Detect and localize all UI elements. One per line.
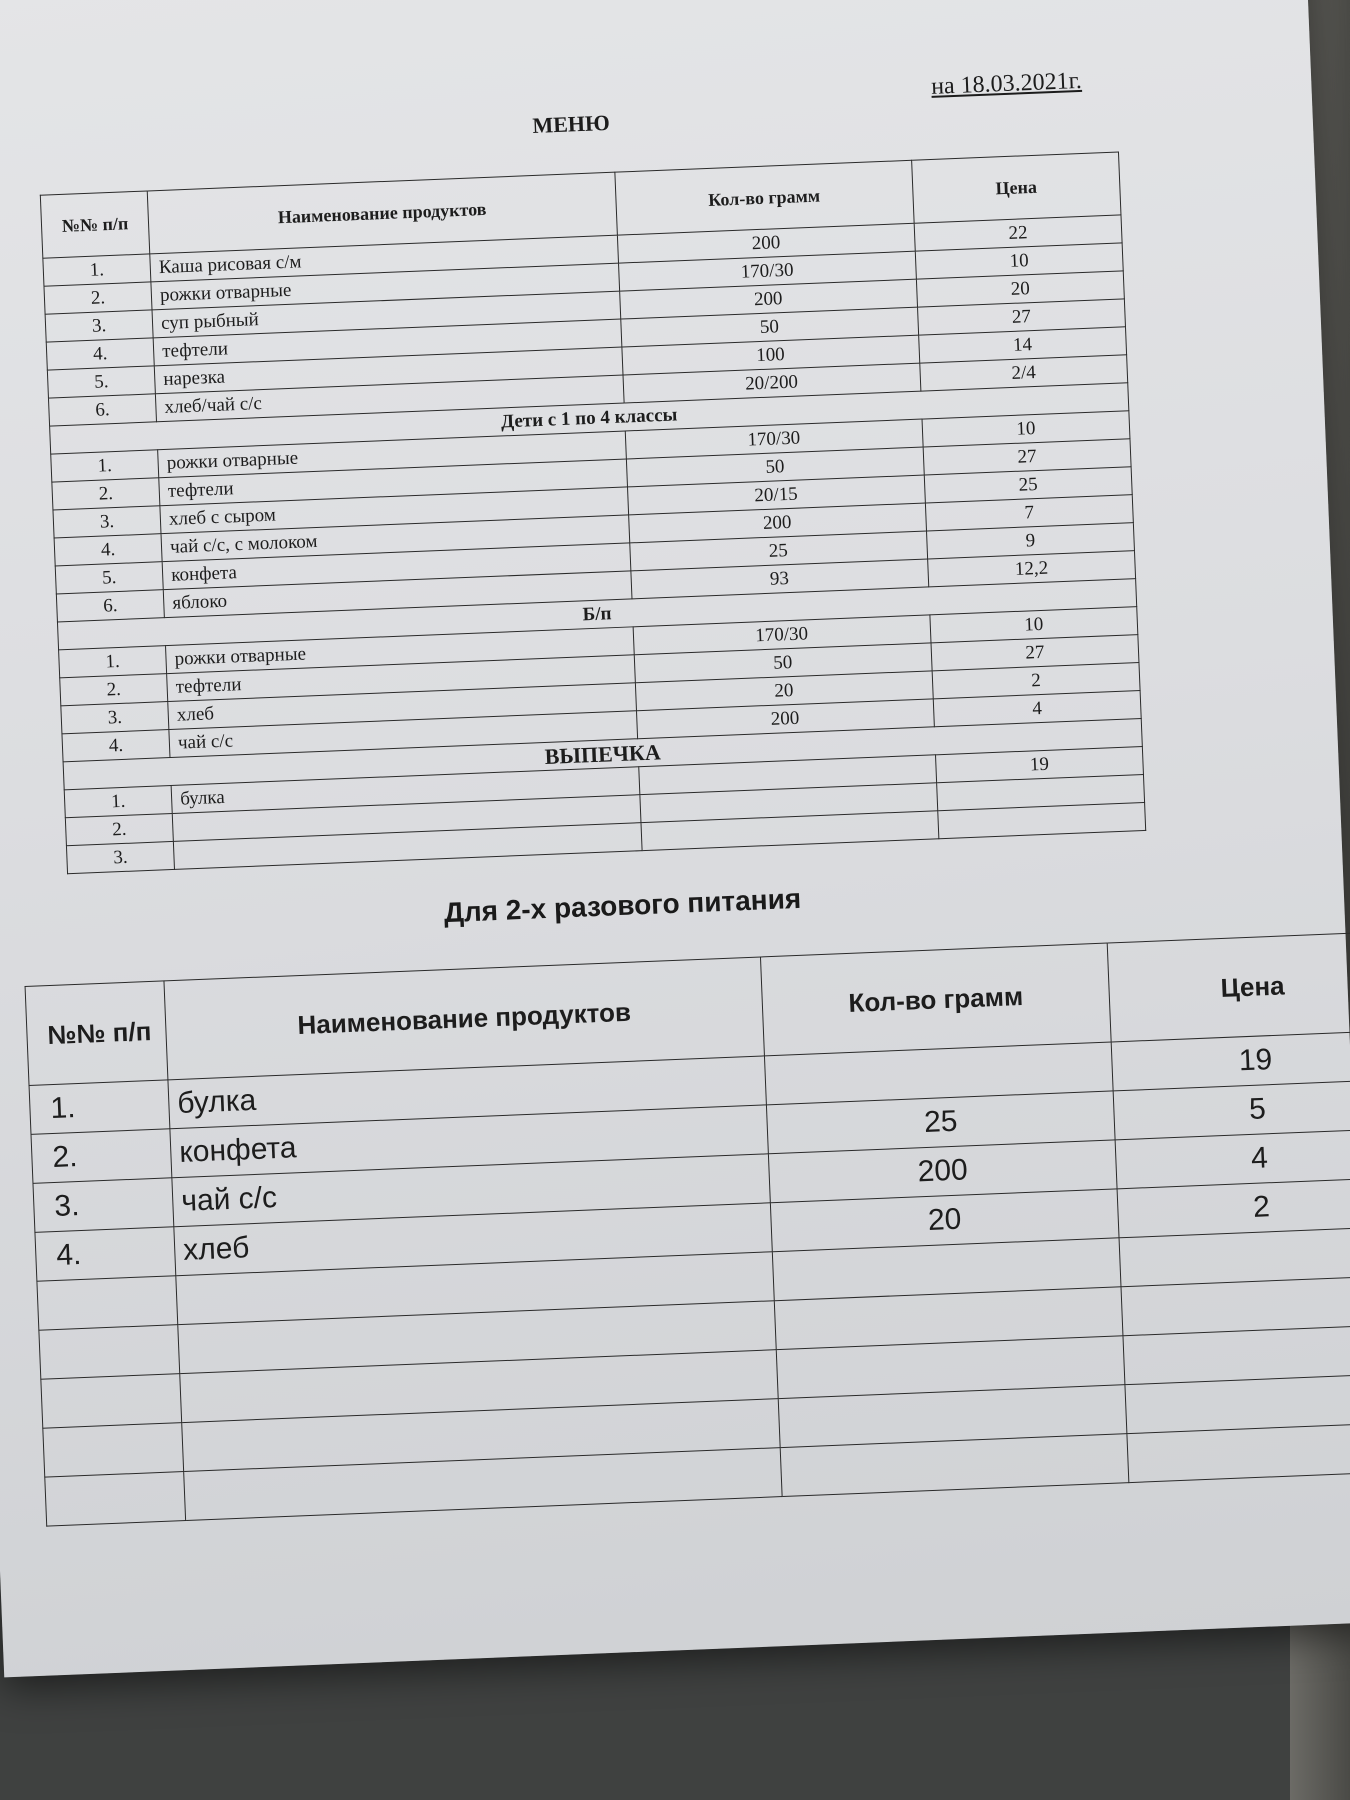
product-name: хлеб [174, 1203, 772, 1276]
product-quantity: 50 [620, 307, 918, 347]
product-price: 22 [914, 215, 1122, 251]
section-title: ВЫПЕЧКА [63, 719, 1142, 790]
product-name: чай с/с, с молоком [161, 515, 629, 562]
product-quantity: 170/30 [633, 615, 931, 655]
row-number: 6. [56, 590, 164, 622]
row-number: 3. [53, 506, 161, 538]
row-number: 3. [45, 310, 153, 342]
product-price: 20 [916, 271, 1124, 307]
product-price: 10 [922, 411, 1130, 447]
row-number: 3. [66, 841, 174, 873]
row-number [41, 1374, 182, 1429]
product-quantity: 200 [636, 699, 934, 739]
row-number: 1. [64, 785, 172, 817]
product-price: 27 [917, 299, 1125, 335]
product-price: 2/4 [920, 355, 1128, 391]
row-number: 2. [60, 674, 168, 706]
row-number: 3. [33, 1178, 174, 1233]
row-number: 2. [52, 478, 160, 510]
product-quantity: 25 [766, 1091, 1115, 1154]
product-name: тефтели [167, 655, 635, 702]
product-name: конфета [170, 1105, 768, 1178]
product-quantity: 20 [635, 671, 933, 711]
column-header-price: Цена [911, 152, 1121, 223]
product-price: 5 [1113, 1079, 1350, 1139]
document-title: МЕНЮ [531, 109, 611, 138]
row-number: 6. [48, 394, 156, 426]
column-header-number: №№ п/п [25, 981, 168, 1085]
product-name: суп рыбный [152, 291, 620, 338]
section-title: Дети с 1 по 4 классы [50, 383, 1129, 454]
row-number [45, 1472, 186, 1527]
column-header-name: Наименование продуктов [164, 957, 764, 1080]
product-quantity: 20/15 [627, 475, 925, 515]
row-number [39, 1325, 180, 1380]
product-name: нарезка [154, 347, 622, 394]
row-number [43, 1423, 184, 1478]
section-title: Б/п [57, 579, 1136, 650]
row-number: 2. [44, 282, 152, 314]
product-quantity: 170/30 [618, 251, 916, 291]
product-price: 10 [930, 607, 1138, 643]
product-price: 7 [925, 495, 1133, 531]
product-price: 4 [933, 691, 1141, 727]
product-name: яблоко [163, 571, 631, 618]
product-price: 2 [1117, 1177, 1350, 1237]
product-quantity: 200 [628, 503, 926, 543]
two-meal-table [25, 931, 1350, 1527]
row-number: 2. [31, 1129, 172, 1184]
product-quantity: 170/30 [625, 419, 923, 459]
product-quantity: 50 [634, 643, 932, 683]
row-number: 1. [29, 1080, 170, 1135]
second-table-title: Для 2-х разового питания [443, 882, 802, 929]
product-name: булка [168, 1056, 766, 1129]
main-table-body [43, 215, 1146, 874]
two-meal-table-body [29, 1030, 1350, 1526]
product-name: чай с/с [169, 711, 637, 758]
row-number: 5. [47, 366, 155, 398]
product-price: 10 [915, 243, 1123, 279]
row-number: 3. [61, 702, 169, 734]
product-price: 25 [924, 467, 1132, 503]
product-quantity: 200 [617, 223, 915, 263]
row-number: 1. [59, 646, 167, 678]
product-name: рожки отварные [158, 431, 626, 478]
column-header-quantity: Кол-во грамм [614, 160, 914, 235]
column-header-name: Наименование продуктов [147, 172, 617, 254]
product-price: 14 [918, 327, 1126, 363]
product-name: Каша рисовая с/м [150, 235, 618, 282]
row-number [37, 1276, 178, 1331]
product-price: 12,2 [927, 551, 1135, 587]
product-quantity: 20 [770, 1189, 1119, 1252]
product-price: 2 [932, 663, 1140, 699]
product-price: 4 [1115, 1128, 1350, 1188]
product-name: конфета [162, 543, 630, 590]
product-price: 9 [926, 523, 1134, 559]
document-date: на 18.03.2021г. [930, 67, 1083, 100]
product-price: 27 [923, 439, 1131, 475]
product-price: 27 [931, 635, 1139, 671]
column-header-price: Цена [1107, 932, 1350, 1042]
column-header-quantity: Кол-во грамм [760, 943, 1111, 1056]
product-quantity: 200 [619, 279, 917, 319]
product-quantity: 50 [626, 447, 924, 487]
product-quantity: 200 [768, 1140, 1117, 1203]
product-quantity: 25 [629, 531, 927, 571]
row-number: 4. [54, 534, 162, 566]
product-name: чай с/с [172, 1154, 770, 1227]
product-quantity: 100 [621, 335, 919, 375]
row-number: 4. [46, 338, 154, 370]
row-number: 2. [65, 813, 173, 845]
product-name: тефтели [159, 459, 627, 506]
product-price: 19 [1111, 1030, 1350, 1090]
product-name: рожки отварные [166, 627, 634, 674]
product-price: 19 [935, 746, 1143, 782]
product-name: булка [171, 767, 639, 814]
row-number: 1. [51, 450, 159, 482]
product-name: рожки отварные [151, 263, 619, 310]
product-quantity: 20/200 [623, 363, 921, 403]
row-number: 4. [62, 730, 170, 762]
main-menu-table [40, 151, 1146, 874]
row-number: 1. [43, 254, 151, 286]
row-number: 5. [55, 562, 163, 594]
product-quantity: 93 [630, 559, 928, 599]
product-name: хлеб [168, 683, 636, 730]
product-name: тефтели [153, 319, 621, 366]
column-header-number: №№ п/п [40, 191, 150, 258]
product-name: хлеб/чай с/с [155, 375, 623, 422]
product-name: хлеб с сыром [160, 487, 628, 534]
row-number: 4. [35, 1227, 176, 1282]
